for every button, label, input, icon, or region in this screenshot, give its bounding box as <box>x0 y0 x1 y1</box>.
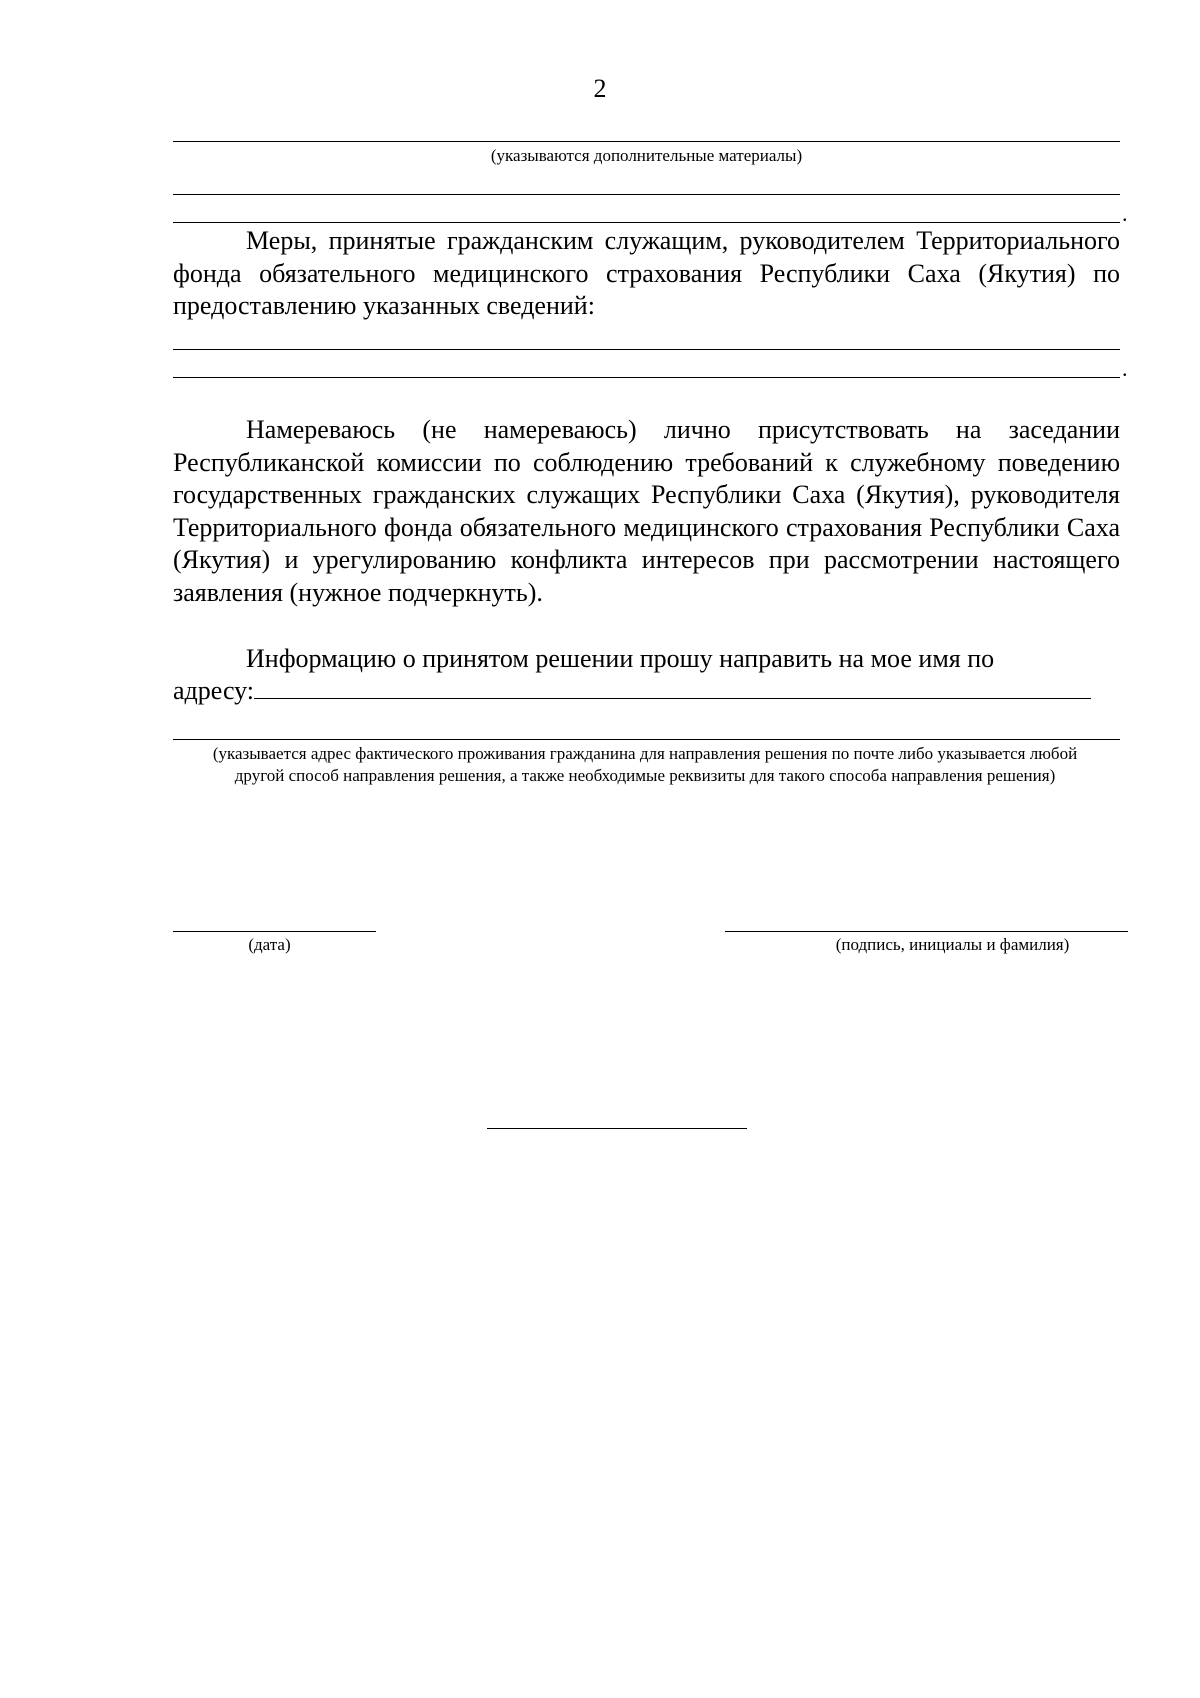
signature-caption: (подпись, инициалы и фамилия) <box>835 935 1070 954</box>
address-line <box>173 675 1120 708</box>
materials-rule-1 <box>173 141 1120 142</box>
signature-line[interactable] <box>725 931 1128 932</box>
date-line[interactable] <box>173 931 376 932</box>
address-field[interactable] <box>254 678 1091 699</box>
measures-paragraph: Меры, принятые гражданским служащим, руководителем Территориального фонда обязательного медицинского страхования Республики Саха (Якутия) по предоставлению указанных сведений: <box>173 226 1120 320</box>
materials-end-dot: . <box>1122 201 1128 226</box>
materials-rule-3 <box>173 222 1120 223</box>
intent-paragraph: Намереваюсь (не намереваюсь) лично присутствовать на заседании Республиканской комиссии по соблюдению требований к служебному поведению государственных гражданских служащих Республики Саха (Якутия), руководителя Территориального фонда обязательного медицинского страхования Республики Саха (Якутия) и урегулированию конфликта интересов при рассмотрении настоящего заявления (нужное подчеркнуть). <box>173 415 1120 607</box>
address-label: адресу: <box>173 676 255 705</box>
address-rule <box>173 739 1120 740</box>
date-caption: (дата) <box>248 935 291 954</box>
info-paragraph: Информацию о принятом решении прошу направить на мое имя по <box>246 644 995 673</box>
materials-caption: (указываются дополнительные материалы) <box>490 146 803 165</box>
address-caption: (указывается адрес фактического проживания гражданина для направления решения по почте либо указывается любой другой способ направления решения, а также необходимые реквизиты для такого способа направления решения) <box>212 744 1078 785</box>
measures-rule-2 <box>173 377 1120 378</box>
page-number: 2 <box>593 74 607 103</box>
measures-rule-1 <box>173 349 1120 350</box>
materials-rule-2 <box>173 194 1120 195</box>
measures-end-dot: . <box>1122 356 1128 381</box>
closing-separator <box>487 1128 747 1129</box>
